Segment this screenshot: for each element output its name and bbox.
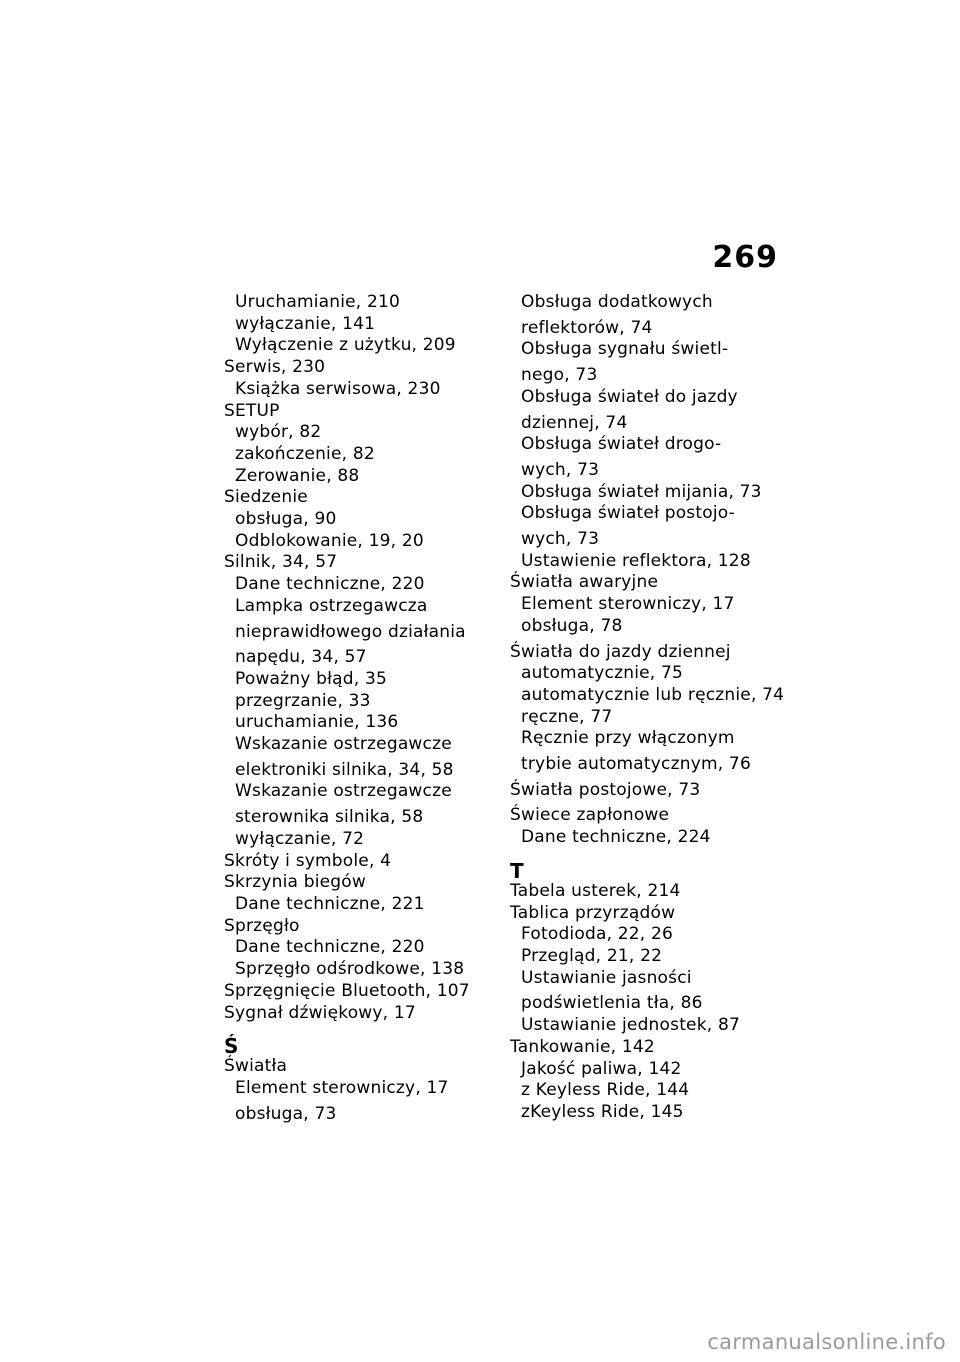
index-section-letter: Ś bbox=[224, 1034, 239, 1059]
index-subentry: przegrzanie, 33 bbox=[235, 690, 371, 711]
index-subentry: Obsługa sygnału świetl- bbox=[521, 339, 729, 360]
index-entry: Tabela usterek, 214 bbox=[510, 880, 681, 901]
index-subentry: Uruchamianie, 210 bbox=[235, 292, 401, 312]
index-subentry: Element sterowniczy, 17 bbox=[235, 1077, 449, 1098]
index-column-left bbox=[224, 292, 494, 1125]
index-subentry: automatycznie lub ręcznie, 74 bbox=[521, 684, 785, 705]
index-entry: Sprzęgło bbox=[224, 915, 300, 936]
index-subentry: zKeyless Ride, 145 bbox=[521, 1101, 684, 1122]
index-subentry: ręczne, 77 bbox=[521, 706, 613, 727]
index-subentry: Ustawienie reflektora, 128 bbox=[521, 550, 751, 571]
index-subentry: wych, 73 bbox=[521, 529, 600, 550]
index-entry: Sprzęgnięcie Bluetooth, 107 bbox=[224, 980, 470, 1001]
index-subentry: obsługa, 90 bbox=[235, 509, 337, 530]
index-subentry: Element sterowniczy, 17 bbox=[521, 594, 735, 615]
index-entry: Siedzenie bbox=[224, 487, 308, 508]
index-subentry: Obsługa świateł mijania, 73 bbox=[521, 481, 762, 502]
page-number: 269 bbox=[712, 240, 778, 275]
index-subentry: Dane techniczne, 221 bbox=[235, 893, 425, 914]
watermark: carmanualsonline.info bbox=[707, 1330, 946, 1354]
index-entry: Światła postojowe, 73 bbox=[510, 779, 701, 800]
index-subentry: Obsługa świateł drogo- bbox=[521, 434, 722, 455]
index-subentry: reflektorów, 74 bbox=[521, 317, 653, 338]
index-subentry: napędu, 34, 57 bbox=[235, 647, 367, 668]
index-subentry: Sprzęgło odśrodkowe, 138 bbox=[235, 959, 465, 980]
index-entry: Światła bbox=[224, 1056, 288, 1077]
index-entry: Skrzynia biegów bbox=[224, 872, 366, 893]
index-subentry: zakończenie, 82 bbox=[235, 443, 375, 464]
index-subentry: wybór, 82 bbox=[235, 422, 322, 443]
index-subentry: uruchamianie, 136 bbox=[235, 712, 399, 733]
index-subentry: wyłączanie, 72 bbox=[235, 828, 365, 849]
index-subentry: Jakość paliwa, 142 bbox=[521, 1058, 682, 1079]
index-subentry: Obsługa świateł do jazdy bbox=[521, 386, 738, 407]
index-subentry: Lampka ostrzegawcza bbox=[235, 595, 428, 616]
index-entry: Tankowanie, 142 bbox=[510, 1036, 655, 1057]
index-subentry: nieprawidłowego działania bbox=[235, 621, 466, 642]
index-subentry: podświetlenia tła, 86 bbox=[521, 993, 703, 1014]
index-subentry: Poważny błąd, 35 bbox=[235, 668, 387, 689]
index-subentry: automatycznie, 75 bbox=[521, 663, 684, 684]
index-entry: Serwis, 230 bbox=[224, 357, 326, 378]
index-subentry: Dane techniczne, 224 bbox=[521, 827, 711, 848]
index-subentry: Książka serwisowa, 230 bbox=[235, 378, 441, 399]
index-subentry: wych, 73 bbox=[521, 459, 600, 480]
index-subentry: nego, 73 bbox=[521, 365, 598, 386]
index-subentry: Zerowanie, 88 bbox=[235, 465, 360, 486]
index-entry: Sygnał dźwiękowy, 17 bbox=[224, 1002, 416, 1023]
index-entry: Silnik, 34, 57 bbox=[224, 552, 338, 573]
index-subentry: obsługa, 73 bbox=[235, 1103, 337, 1124]
index-subentry: Ustawianie jasności bbox=[521, 967, 692, 988]
index-subentry: Fotodioda, 22, 26 bbox=[521, 924, 674, 945]
index-subentry: dziennej, 74 bbox=[521, 412, 628, 433]
index-subentry: sterownika silnika, 58 bbox=[235, 807, 424, 828]
index-subentry: obsługa, 78 bbox=[521, 615, 623, 636]
index-subentry: Obsługa świateł postojo- bbox=[521, 503, 735, 524]
index-entry: Świece zapłonowe bbox=[510, 805, 670, 826]
index-section-letter: T bbox=[510, 858, 524, 883]
index-column-right bbox=[510, 292, 785, 1124]
index-subentry: Ręcznie przy włączonym bbox=[521, 728, 735, 749]
index-subentry: wyłączanie, 141 bbox=[235, 313, 376, 334]
index-subentry: Dane techniczne, 220 bbox=[235, 574, 425, 595]
index-entry: Skróty i symbole, 4 bbox=[224, 850, 392, 871]
index-subentry: Dane techniczne, 220 bbox=[235, 937, 425, 958]
index-subentry: z Keyless Ride, 144 bbox=[521, 1080, 690, 1101]
index-subentry: Przegląd, 21, 22 bbox=[521, 945, 663, 966]
index-subentry: Odblokowanie, 19, 20 bbox=[235, 530, 424, 551]
index-subentry: trybie automatycznym, 76 bbox=[521, 754, 751, 775]
index-subentry: Wskazanie ostrzegawcze bbox=[235, 781, 452, 802]
index-entry: Światła do jazdy dziennej bbox=[510, 641, 731, 662]
index-subentry: elektroniki silnika, 34, 58 bbox=[235, 759, 454, 780]
index-subentry: Wskazanie ostrzegawcze bbox=[235, 734, 452, 755]
index-subentry: Ustawianie jednostek, 87 bbox=[521, 1015, 741, 1036]
index-subentry: Obsługa dodatkowych bbox=[521, 292, 713, 312]
index-entry: Światła awaryjne bbox=[510, 572, 659, 593]
index-entry: Tablica przyrządów bbox=[510, 902, 676, 923]
index-entry: SETUP bbox=[224, 400, 280, 421]
index-subentry: Wyłączenie z użytku, 209 bbox=[235, 335, 456, 356]
